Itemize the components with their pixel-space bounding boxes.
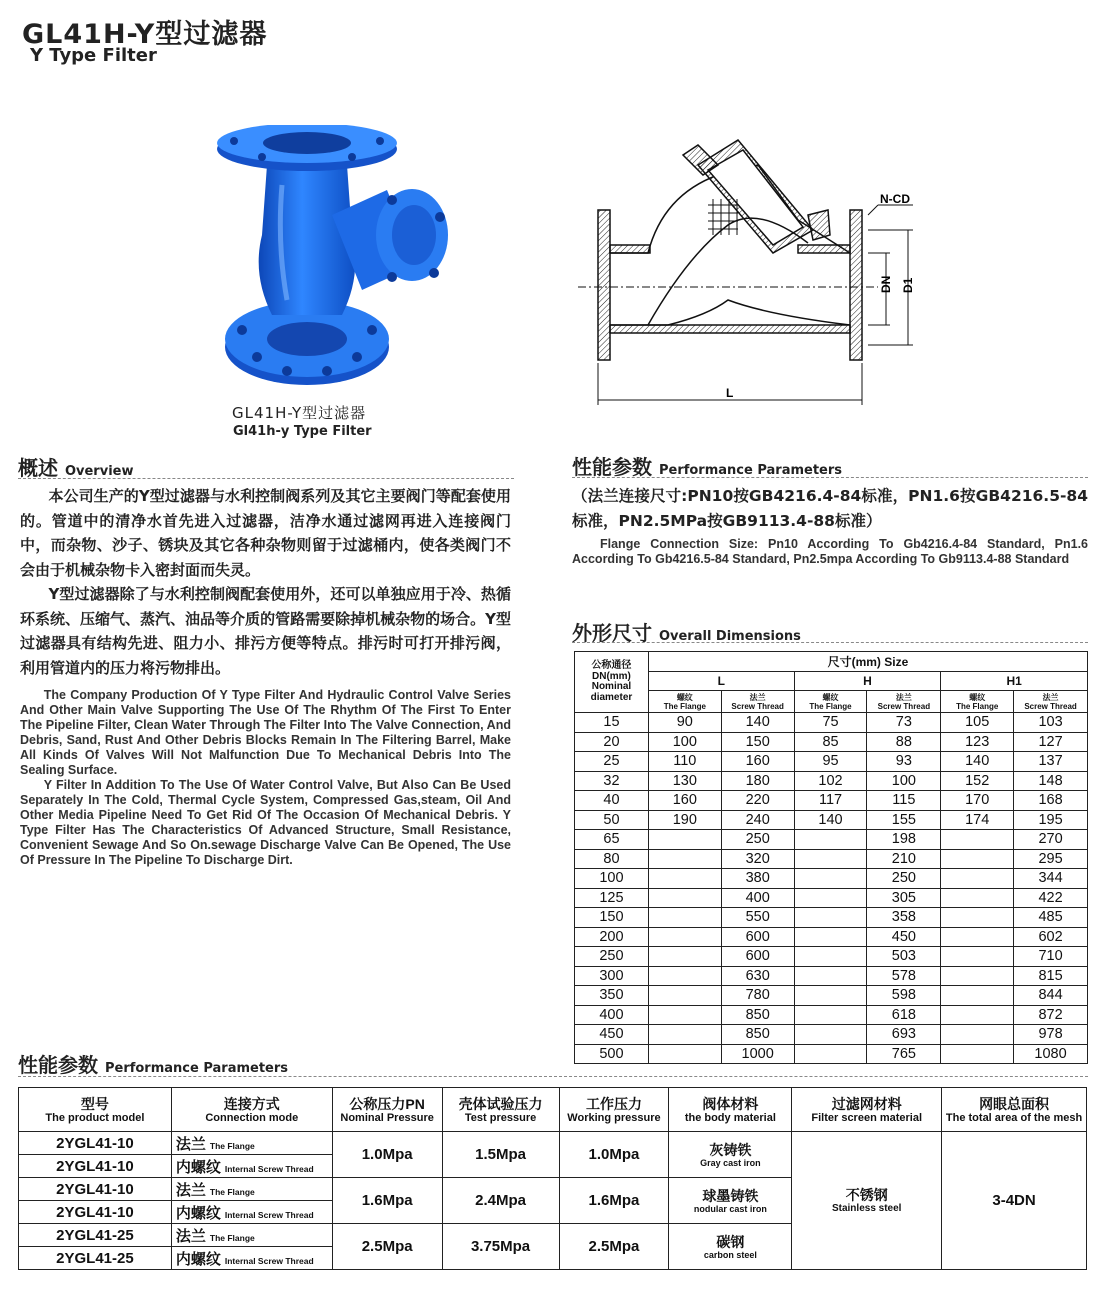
photo-caption-en: Gl41h-y Type Filter xyxy=(233,424,372,439)
table-row xyxy=(575,869,1088,889)
table-cell: 140 xyxy=(941,752,1014,772)
table-cell: 200 xyxy=(575,927,649,947)
column-header-cn: 阀体材料 xyxy=(702,1095,759,1112)
column-header-cn: 壳体试验压力 xyxy=(458,1095,543,1112)
overview-paragraph-en-1: The Company Production Of Y Type Filter And Hydraulic Control Valve Series And Other Main Valve Supporting The Use Of The Rhythm Of The First To Enter The Pipeline Filter, Clean Water Through The Filter Into The Valve Connection, And Debris, Sand, Rust And Other Debris Blocks Remain In The Filtering Barrel, Make All Kinds Of Valves Will Not Malfunction Due To Mechanical Debris Into The Sealing Surface. xyxy=(20,688,511,777)
model-cell: 2YGL41-10 xyxy=(19,1132,172,1155)
body-material-cell xyxy=(669,1178,792,1224)
connection-mode-cell xyxy=(171,1247,332,1270)
subheader-cell xyxy=(941,691,1014,713)
subheader-cn: 螺纹 xyxy=(676,692,693,702)
table-cell xyxy=(648,947,721,967)
table-cell: 50 xyxy=(575,810,649,830)
divider xyxy=(572,642,1088,643)
table-cell xyxy=(794,1044,867,1064)
table-cell: 630 xyxy=(721,966,794,986)
table-row xyxy=(575,771,1088,791)
subheader-cell xyxy=(794,691,867,713)
table-cell xyxy=(648,908,721,928)
table-cell xyxy=(941,830,1014,850)
diagram-label-ncd: N-CD xyxy=(880,192,910,206)
pressure-cell: 2.4Mpa xyxy=(442,1178,559,1224)
table-cell: 850 xyxy=(721,1005,794,1025)
table-cell: 600 xyxy=(721,947,794,967)
table-cell: 117 xyxy=(794,791,867,811)
subheader-cell xyxy=(721,691,794,713)
table-cell: 93 xyxy=(867,752,941,772)
table-cell: 295 xyxy=(1014,849,1088,869)
table-cell xyxy=(941,966,1014,986)
table-cell: 155 xyxy=(867,810,941,830)
table-cell: 160 xyxy=(648,791,721,811)
table-cell xyxy=(648,927,721,947)
body-material-cell xyxy=(669,1132,792,1178)
table-cell: 485 xyxy=(1014,908,1088,928)
table-cell xyxy=(941,1025,1014,1045)
screen-material-cell xyxy=(792,1132,942,1270)
screen-material-en: Stainless steel xyxy=(831,1203,902,1214)
table-cell: 250 xyxy=(721,830,794,850)
subheader-cell xyxy=(648,691,721,713)
performance-heading-en: Performance Parameters xyxy=(658,463,843,478)
table-cell xyxy=(941,986,1014,1006)
subheader-cell xyxy=(867,691,941,713)
body-material-cn: 球墨铸铁 xyxy=(702,1187,759,1204)
table-row xyxy=(575,947,1088,967)
table-cell: 20 xyxy=(575,732,649,752)
table-cell: 500 xyxy=(575,1044,649,1064)
page-title: GL41H-Y型过滤器 xyxy=(22,19,268,50)
connection-mode-cn: 法兰 xyxy=(175,1227,206,1245)
table-cell: 618 xyxy=(867,1005,941,1025)
table-cell: 25 xyxy=(575,752,649,772)
table-row xyxy=(575,849,1088,869)
table-cell: 65 xyxy=(575,830,649,850)
column-header-cn: 过滤网材料 xyxy=(831,1095,902,1112)
dimensions-table xyxy=(574,651,1088,1064)
overview-heading xyxy=(18,452,133,481)
connection-mode-en: Internal Screw Thread xyxy=(224,1163,314,1174)
table-cell xyxy=(941,927,1014,947)
overview-heading-en: Overview xyxy=(64,464,134,479)
table-cell: 450 xyxy=(867,927,941,947)
subheader-en: Screw Thread xyxy=(731,701,784,711)
overview-paragraph-cn-2: Y型过滤器除了与水利控制阀配套使用外，还可以单独应用于冷、热循环系统、压缩气、蒸汽、油品等介质的管路需要除掉机械杂物的场合。Y型过滤器具有结构先进、阻力小、排污方便等特点。排污时可打开排污阀，利用管道内的压力将污物排出。 xyxy=(20,585,511,677)
table-cell xyxy=(794,908,867,928)
column-header-cn: 公称压力PN xyxy=(349,1095,425,1112)
table-cell: 160 xyxy=(721,752,794,772)
screen-material-cn: 不锈钢 xyxy=(845,1187,888,1203)
table-cell: 100 xyxy=(867,771,941,791)
connection-mode-cell xyxy=(171,1132,332,1155)
table-cell xyxy=(941,908,1014,928)
pressure-cell: 1.0Mpa xyxy=(559,1132,669,1178)
table-row xyxy=(575,810,1088,830)
table-cell xyxy=(648,966,721,986)
table-cell: 125 xyxy=(575,888,649,908)
table-cell xyxy=(794,888,867,908)
table-cell xyxy=(794,869,867,889)
table-cell: 358 xyxy=(867,908,941,928)
table-cell: 250 xyxy=(575,947,649,967)
dn-header-en2: diameter xyxy=(590,691,633,703)
pressure-cell: 2.5Mpa xyxy=(559,1224,669,1270)
table-cell: 602 xyxy=(1014,927,1088,947)
table-cell xyxy=(941,888,1014,908)
table-cell: 710 xyxy=(1014,947,1088,967)
table-cell: 1080 xyxy=(1014,1044,1088,1064)
table-cell: 103 xyxy=(1014,713,1088,733)
performance-table xyxy=(18,1087,1087,1270)
connection-mode-en: The Flange xyxy=(209,1186,255,1197)
connection-mode-cn: 法兰 xyxy=(175,1135,206,1153)
size-header: 尺寸(mm) Size xyxy=(648,652,1087,672)
table-row xyxy=(575,966,1088,986)
table-cell xyxy=(941,1005,1014,1025)
body-material-en: carbon steel xyxy=(703,1249,757,1260)
table-row xyxy=(575,752,1088,772)
column-header xyxy=(19,1088,172,1132)
table-cell: 400 xyxy=(575,1005,649,1025)
table-row xyxy=(575,1044,1088,1064)
table-cell xyxy=(648,986,721,1006)
subheader-en: The Flange xyxy=(809,701,852,711)
column-header-en: Test pressure xyxy=(464,1111,537,1124)
table-cell: 550 xyxy=(721,908,794,928)
table-cell: 693 xyxy=(867,1025,941,1045)
pressure-cell: 3.75Mpa xyxy=(442,1224,559,1270)
flange-standard-text-cn: （法兰连接尺寸:PN10按GB4216.4-84标准，PN1.6按GB4216.5-84标准，PN2.5MPa按GB9113.4-88标准） xyxy=(572,487,1088,530)
column-header-en: The total area of the mesh xyxy=(945,1111,1083,1124)
table-cell: 400 xyxy=(721,888,794,908)
table-cell: 190 xyxy=(648,810,721,830)
table-cell: 780 xyxy=(721,986,794,1006)
performance-heading-cn: 性能参数 xyxy=(572,455,652,479)
table-cell: 815 xyxy=(1014,966,1088,986)
column-header xyxy=(171,1088,332,1132)
connection-mode-cn: 内螺纹 xyxy=(175,1158,221,1176)
connection-mode-en: Internal Screw Thread xyxy=(224,1255,314,1266)
pressure-cell: 1.6Mpa xyxy=(559,1178,669,1224)
table-cell xyxy=(648,888,721,908)
table-cell xyxy=(794,986,867,1006)
table-cell: 100 xyxy=(575,869,649,889)
table-cell: 15 xyxy=(575,713,649,733)
connection-mode-cell xyxy=(171,1224,332,1247)
table-cell xyxy=(794,830,867,850)
table-cell xyxy=(941,1044,1014,1064)
connection-mode-cell xyxy=(171,1201,332,1224)
diagram-label-d1: D1 xyxy=(901,277,915,293)
table-cell: 130 xyxy=(648,771,721,791)
overview-paragraph-en-2: Y Filter In Addition To The Use Of Water Control Valve, But Also Can Be Used Separately In The Cold, Thermal Cycle System, Compressed Gas,steam, Oil And Other Media Pipeline Need To Get Rid Of The Occasion Of Mechanical Debris. Y Type Filter Has The Characteristics Of Advanced Structure, Small Resistance, Convenient Sewage And So On.sewage Discharge Valve Can Be Opened, The Use Of Pressure In The Pipeline To Discharge Dirt. xyxy=(20,778,511,867)
performance-table-heading-cn: 性能参数 xyxy=(18,1053,98,1077)
column-header xyxy=(942,1088,1087,1132)
table-cell xyxy=(648,869,721,889)
table-cell: 73 xyxy=(867,713,941,733)
table-cell: 844 xyxy=(1014,986,1088,1006)
model-cell: 2YGL41-25 xyxy=(19,1247,172,1270)
pressure-cell: 2.5Mpa xyxy=(332,1224,442,1270)
column-header-en: the body material xyxy=(684,1111,776,1124)
table-row xyxy=(575,986,1088,1006)
connection-mode-en: Internal Screw Thread xyxy=(224,1209,314,1220)
table-cell: 195 xyxy=(1014,810,1088,830)
table-cell: 40 xyxy=(575,791,649,811)
column-header-en: Connection mode xyxy=(205,1111,299,1124)
table-cell: 148 xyxy=(1014,771,1088,791)
pressure-cell: 1.5Mpa xyxy=(442,1132,559,1178)
table-row xyxy=(575,713,1088,733)
body-material-cn: 碳钢 xyxy=(716,1233,745,1250)
connection-mode-cn: 内螺纹 xyxy=(175,1204,221,1222)
table-row xyxy=(575,1005,1088,1025)
table-cell: 450 xyxy=(575,1025,649,1045)
table-row xyxy=(575,791,1088,811)
table-cell xyxy=(794,966,867,986)
diagram-label-dn: DN xyxy=(879,275,893,293)
performance-heading xyxy=(572,451,842,480)
subheader-row xyxy=(575,691,1088,713)
table-cell: 270 xyxy=(1014,830,1088,850)
table-cell: 170 xyxy=(941,791,1014,811)
table-cell: 600 xyxy=(721,927,794,947)
body-material-cn: 灰铸铁 xyxy=(709,1141,752,1158)
overview-heading-cn: 概述 xyxy=(18,456,58,480)
mesh-area-cell: 3-4DN xyxy=(942,1132,1087,1270)
table-cell: 75 xyxy=(794,713,867,733)
table-cell: 123 xyxy=(941,732,1014,752)
model-cell: 2YGL41-25 xyxy=(19,1224,172,1247)
subheader-en: Screw Thread xyxy=(877,701,931,711)
table-cell xyxy=(648,830,721,850)
dn-header-cn: 公称通径 xyxy=(591,660,632,671)
table-cell: 32 xyxy=(575,771,649,791)
column-header xyxy=(559,1088,669,1132)
table-cell: 250 xyxy=(867,869,941,889)
table-cell: 344 xyxy=(1014,869,1088,889)
table-row xyxy=(575,927,1088,947)
table-cell: 220 xyxy=(721,791,794,811)
table-cell: 100 xyxy=(648,732,721,752)
column-header-cn: 连接方式 xyxy=(223,1095,280,1112)
subheader-en: The Flange xyxy=(663,701,706,711)
flange-standard-text-en: Flange Connection Size: Pn10 According To Gb4216.4-84 Standard, Pn1.6 According To Gb4216.5-84 Standard, Pn2.5mpa According To Gb9113.4-88 Standard xyxy=(572,537,1088,566)
dn-column-header xyxy=(575,652,649,713)
table-row xyxy=(575,1025,1088,1045)
table-row xyxy=(575,888,1088,908)
table-cell: 90 xyxy=(648,713,721,733)
connection-mode-en: The Flange xyxy=(209,1140,255,1151)
subheader-cn: 法兰 xyxy=(749,692,766,702)
connection-mode-cn: 法兰 xyxy=(175,1181,206,1199)
column-header-cn: 工作压力 xyxy=(585,1095,642,1112)
table-cell: 380 xyxy=(721,869,794,889)
table-cell xyxy=(648,1025,721,1045)
table-cell: 872 xyxy=(1014,1005,1088,1025)
table-cell: 320 xyxy=(721,849,794,869)
subheader-cn: 螺纹 xyxy=(822,692,839,702)
connection-mode-cell xyxy=(171,1178,332,1201)
table-cell: 305 xyxy=(867,888,941,908)
filter-section-diagram xyxy=(568,135,933,410)
column-header-cn: 网眼总面积 xyxy=(979,1095,1050,1112)
table-cell: 127 xyxy=(1014,732,1088,752)
subheader-en: The Flange xyxy=(956,701,999,711)
connection-mode-cn: 内螺纹 xyxy=(175,1250,221,1268)
dn-header-unit: DN(mm) xyxy=(592,670,631,682)
body-material-en: nodular cast iron xyxy=(693,1203,767,1214)
body-material-cell xyxy=(669,1224,792,1270)
column-header xyxy=(442,1088,559,1132)
table-row xyxy=(575,908,1088,928)
performance-table-heading-en: Performance Parameters xyxy=(104,1061,289,1076)
body-material-en: Gray cast iron xyxy=(700,1157,761,1168)
table-cell: 85 xyxy=(794,732,867,752)
pressure-cell: 1.0Mpa xyxy=(332,1132,442,1178)
group-header-h1: H1 xyxy=(941,671,1088,691)
table-cell: 300 xyxy=(575,966,649,986)
table-cell xyxy=(648,1005,721,1025)
model-cell: 2YGL41-10 xyxy=(19,1201,172,1224)
table-row xyxy=(575,830,1088,850)
table-cell: 850 xyxy=(721,1025,794,1045)
divider xyxy=(18,1076,1088,1077)
table-row xyxy=(19,1132,1087,1155)
overview-body xyxy=(20,484,511,868)
table-cell: 80 xyxy=(575,849,649,869)
column-header-cn: 型号 xyxy=(80,1095,109,1112)
table-cell xyxy=(941,947,1014,967)
column-header-en: The product model xyxy=(45,1111,145,1124)
table-cell: 978 xyxy=(1014,1025,1088,1045)
dimensions-heading-en: Overall Dimensions xyxy=(658,629,801,644)
table-cell xyxy=(941,849,1014,869)
group-header-h: H xyxy=(794,671,941,691)
table-cell: 765 xyxy=(867,1044,941,1064)
table-cell: 105 xyxy=(941,713,1014,733)
overview-paragraph-cn-1: 本公司生产的Y型过滤器与水利控制阀系列及其它主要阀门等配套使用的。管道中的清净水首先进入过滤器，洁净水通过滤网再进入连接阀门中，而杂物、沙子、锈块及其它各种杂物则留于过滤桶内，使各类阀门不会由于机械杂物卡入密封面而失灵。 xyxy=(20,487,511,579)
table-cell: 88 xyxy=(867,732,941,752)
table-cell: 168 xyxy=(1014,791,1088,811)
table-cell xyxy=(794,849,867,869)
table-cell xyxy=(941,869,1014,889)
dn-header-en1: Nominal xyxy=(591,681,632,692)
model-cell: 2YGL41-10 xyxy=(19,1155,172,1178)
table-cell xyxy=(794,1025,867,1045)
subheader-cn: 法兰 xyxy=(1042,692,1059,702)
table-cell xyxy=(794,947,867,967)
column-header xyxy=(669,1088,792,1132)
table-cell xyxy=(794,927,867,947)
subheader-cn: 法兰 xyxy=(895,692,912,702)
table-cell: 140 xyxy=(794,810,867,830)
divider xyxy=(572,477,1088,478)
table-cell xyxy=(648,1044,721,1064)
table-cell: 240 xyxy=(721,810,794,830)
table-cell xyxy=(648,849,721,869)
subheader-cn: 螺纹 xyxy=(969,692,986,702)
page-subtitle: Y Type Filter xyxy=(30,45,157,66)
table-row xyxy=(575,732,1088,752)
table-cell xyxy=(794,1005,867,1025)
table-cell: 150 xyxy=(721,732,794,752)
column-header xyxy=(792,1088,942,1132)
table-cell: 102 xyxy=(794,771,867,791)
column-header xyxy=(332,1088,442,1132)
pressure-cell: 1.6Mpa xyxy=(332,1178,442,1224)
column-header-en: Filter screen material xyxy=(811,1111,923,1124)
model-cell: 2YGL41-10 xyxy=(19,1178,172,1201)
column-header-en: Nominal Pressure xyxy=(340,1111,434,1124)
filter-product-photo xyxy=(212,125,470,400)
table-cell: 115 xyxy=(867,791,941,811)
photo-caption-cn: GL41H-Y型过滤器 xyxy=(232,404,367,422)
table-cell: 140 xyxy=(721,713,794,733)
table-cell: 150 xyxy=(575,908,649,928)
table-cell: 422 xyxy=(1014,888,1088,908)
divider xyxy=(18,478,514,479)
dimensions-heading-cn: 外形尺寸 xyxy=(572,621,652,645)
table-cell: 1000 xyxy=(721,1044,794,1064)
performance-table-heading xyxy=(18,1049,288,1078)
subheader-en: Screw Thread xyxy=(1024,701,1077,711)
connection-mode-cell xyxy=(171,1155,332,1178)
group-header-l: L xyxy=(648,671,794,691)
table-cell: 95 xyxy=(794,752,867,772)
table-cell: 210 xyxy=(867,849,941,869)
table-cell: 198 xyxy=(867,830,941,850)
diagram-label-l: L xyxy=(726,386,734,400)
column-header-en: Working pressure xyxy=(567,1111,661,1124)
table-cell: 503 xyxy=(867,947,941,967)
subheader-cell xyxy=(1014,691,1088,713)
table-cell: 180 xyxy=(721,771,794,791)
table-cell: 174 xyxy=(941,810,1014,830)
table-cell: 137 xyxy=(1014,752,1088,772)
table-cell: 350 xyxy=(575,986,649,1006)
table-cell: 110 xyxy=(648,752,721,772)
performance-table-header-row xyxy=(19,1088,1087,1132)
table-cell: 152 xyxy=(941,771,1014,791)
table-cell: 578 xyxy=(867,966,941,986)
table-cell: 598 xyxy=(867,986,941,1006)
connection-mode-en: The Flange xyxy=(209,1232,255,1243)
